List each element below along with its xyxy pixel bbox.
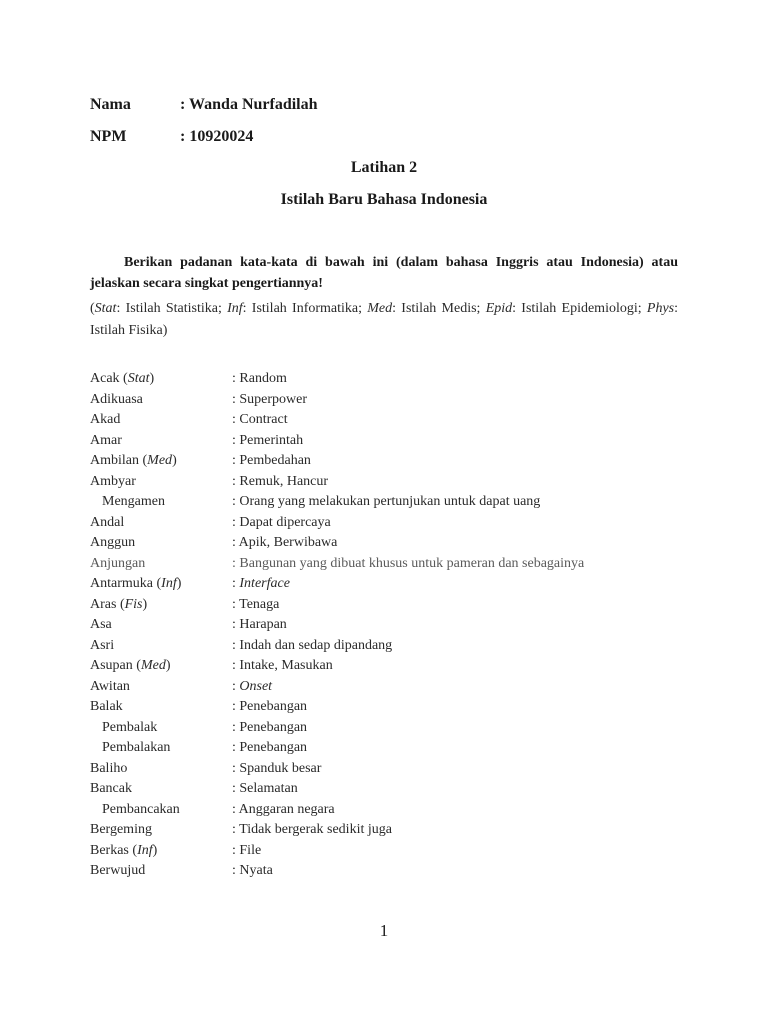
glossary-entry xyxy=(90,472,650,493)
glossary-entry xyxy=(90,533,650,554)
page-number: 1 xyxy=(379,921,389,940)
entry-term xyxy=(90,554,232,575)
entry-word: Ambilan xyxy=(90,453,139,468)
entry-word: Asri xyxy=(90,637,115,653)
entry-definition: : Intake, Masukan xyxy=(232,658,333,673)
instruction-line-1: Berikan padanan kata-kata di bawah ini (dalam bahasa Inggris atau Indonesia) atau xyxy=(124,255,678,270)
entry-tag: Med xyxy=(147,453,173,468)
entry-definition: : Superpower xyxy=(232,391,308,407)
entry-definition: : Spanduk besar xyxy=(232,760,322,776)
entry-term: Acak (Stat) xyxy=(90,371,155,386)
entry-definition: : Penebangan xyxy=(232,699,308,714)
entry-definition: : Penebangan xyxy=(232,719,308,735)
entry-term: Aras (Fis) xyxy=(90,596,148,612)
entry-word: Antarmuka xyxy=(90,576,153,591)
entry-definition xyxy=(232,574,290,595)
entry-definition: : Bangunan yang dibuat khusus untuk pameran dan sebagainya xyxy=(232,555,585,571)
entry-term xyxy=(90,410,232,431)
entry-term xyxy=(90,800,232,821)
entry-term xyxy=(90,533,232,554)
instruction-line-2: jelaskan secara singkat pengertiannya! xyxy=(90,276,323,291)
glossary-entry xyxy=(90,369,650,390)
entry-definition: : Apik, Berwibawa xyxy=(232,535,338,550)
glossary-entry xyxy=(90,861,650,882)
entry-word: Andal xyxy=(90,514,125,530)
entry-definition: : Random xyxy=(232,371,287,386)
legend-inf-abbr: Inf xyxy=(227,301,243,316)
legend-med-desc: : Istilah Medis; xyxy=(392,301,486,316)
entry-word: Pembancakan xyxy=(102,801,180,817)
npm-row xyxy=(90,127,253,147)
entry-definition: : Nyata xyxy=(232,863,273,878)
entry-term xyxy=(90,820,232,841)
legend-med-abbr: Med xyxy=(367,301,393,316)
glossary-entry xyxy=(90,759,650,780)
legend-open-paren: ( xyxy=(90,301,95,316)
entry-term: Ambilan (Med) xyxy=(90,453,177,468)
entry-definition: : Harapan xyxy=(232,617,287,632)
entry-term xyxy=(90,759,232,780)
entry-word: Pembalakan xyxy=(102,740,171,755)
entry-word: Ambyar xyxy=(90,473,136,489)
entry-definition: : File xyxy=(232,842,262,858)
entry-word: Berwujud xyxy=(90,863,146,878)
entry-term xyxy=(90,492,232,513)
entry-term: Asupan (Med) xyxy=(90,658,171,673)
glossary-entry xyxy=(90,451,650,472)
entry-word: Anjungan xyxy=(90,555,146,571)
entry-word: Berkas xyxy=(90,842,129,858)
legend-phys-desc: : Istilah Fisika) xyxy=(90,301,678,338)
entry-word: Akad xyxy=(90,412,121,427)
entry-tag: Med xyxy=(140,658,166,673)
entry-word: Awitan xyxy=(90,678,130,694)
entry-word: Amar xyxy=(90,432,122,448)
glossary-entry xyxy=(90,677,650,698)
entry-definition-prefix: : xyxy=(232,678,240,694)
entry-word: Asa xyxy=(90,617,112,632)
name-value: : Wanda Nurfadilah xyxy=(180,96,318,113)
glossary-entry xyxy=(90,636,650,657)
glossary-entry xyxy=(90,554,650,575)
entry-term xyxy=(90,431,232,452)
entry-term xyxy=(90,472,232,493)
entry-definition: : Pemerintah xyxy=(232,432,304,448)
entry-term xyxy=(90,738,232,759)
glossary-entry xyxy=(90,779,650,800)
npm-value: : 10920024 xyxy=(180,128,254,145)
entry-definition: : Orang yang melakukan pertunjukan untuk dapat uang xyxy=(232,494,541,509)
document-subtitle: Istilah Baru Bahasa Indonesia xyxy=(280,191,488,208)
entry-definition: : Anggaran negara xyxy=(232,801,335,817)
legend-stat-desc: : Istilah Statistika; xyxy=(116,301,228,316)
glossary-list xyxy=(90,369,650,882)
entry-definition: : Indah dan sedap dipandang xyxy=(232,637,393,653)
legend-inf-desc: : Istilah Informatika; xyxy=(242,301,368,316)
entry-word: Bergeming xyxy=(90,822,152,837)
abbreviation-legend xyxy=(90,298,678,342)
name-label: Nama xyxy=(90,96,131,113)
entry-term xyxy=(90,861,232,882)
entry-term xyxy=(90,636,232,657)
glossary-entry xyxy=(90,615,650,636)
npm-label: NPM xyxy=(90,128,127,145)
entry-definition: : Dapat dipercaya xyxy=(232,514,331,530)
glossary-entry xyxy=(90,820,650,841)
exercise-title: Latihan 2 xyxy=(350,159,418,176)
glossary-entry xyxy=(90,595,650,616)
glossary-entry xyxy=(90,697,650,718)
entry-definition: : Tenaga xyxy=(232,596,280,612)
entry-word: Aras xyxy=(90,596,117,612)
entry-term: Berkas (Inf) xyxy=(90,842,158,858)
glossary-entry xyxy=(90,718,650,739)
entry-term xyxy=(90,779,232,800)
entry-term xyxy=(90,677,232,698)
entry-definition: : Penebangan xyxy=(232,740,308,755)
entry-word: Acak xyxy=(90,371,120,386)
glossary-entry xyxy=(90,841,650,862)
entry-term xyxy=(90,697,232,718)
entry-word: Balak xyxy=(90,699,123,714)
entry-term xyxy=(90,513,232,534)
glossary-entry xyxy=(90,492,650,513)
entry-tag: Inf xyxy=(137,842,153,858)
legend-epid-desc: : Istilah Epidemiologi; xyxy=(512,301,642,316)
entry-tag: Fis xyxy=(124,596,143,612)
entry-definition xyxy=(232,677,272,698)
entry-tag: Stat xyxy=(127,371,150,386)
entry-definition: : Selamatan xyxy=(232,781,298,796)
entry-term xyxy=(90,615,232,636)
entry-term xyxy=(90,718,232,739)
entry-term xyxy=(90,390,232,411)
entry-word: Asupan xyxy=(90,658,133,673)
legend-stat-abbr: Stat xyxy=(94,301,117,316)
entry-term: Antarmuka (Inf) xyxy=(90,576,182,591)
glossary-entry xyxy=(90,738,650,759)
glossary-entry xyxy=(90,513,650,534)
legend-epid-abbr: Epid xyxy=(485,301,513,316)
entry-definition-prefix: : xyxy=(232,576,240,591)
glossary-entry xyxy=(90,431,650,452)
entry-definition: : Tidak bergerak sedikit juga xyxy=(232,822,392,837)
entry-definition: : Contract xyxy=(232,412,288,427)
instruction-paragraph xyxy=(90,252,678,294)
entry-definition: : Remuk, Hancur xyxy=(232,473,329,489)
entry-definition-italic: Interface xyxy=(239,576,290,591)
entry-word: Mengamen xyxy=(102,494,165,509)
entry-word: Baliho xyxy=(90,760,128,776)
entry-tag: Inf xyxy=(161,576,177,591)
glossary-entry xyxy=(90,656,650,677)
name-row xyxy=(90,95,318,115)
entry-word: Pembalak xyxy=(102,719,158,735)
glossary-entry xyxy=(90,800,650,821)
entry-definition-italic: Onset xyxy=(239,678,273,694)
glossary-entry xyxy=(90,390,650,411)
entry-definition: : Pembedahan xyxy=(232,453,311,468)
entry-word: Anggun xyxy=(90,535,136,550)
entry-word: Adikuasa xyxy=(90,391,143,407)
glossary-entry xyxy=(90,410,650,431)
legend-phys-abbr: Phys xyxy=(646,301,675,316)
glossary-entry xyxy=(90,574,650,595)
entry-word: Bancak xyxy=(90,781,132,796)
